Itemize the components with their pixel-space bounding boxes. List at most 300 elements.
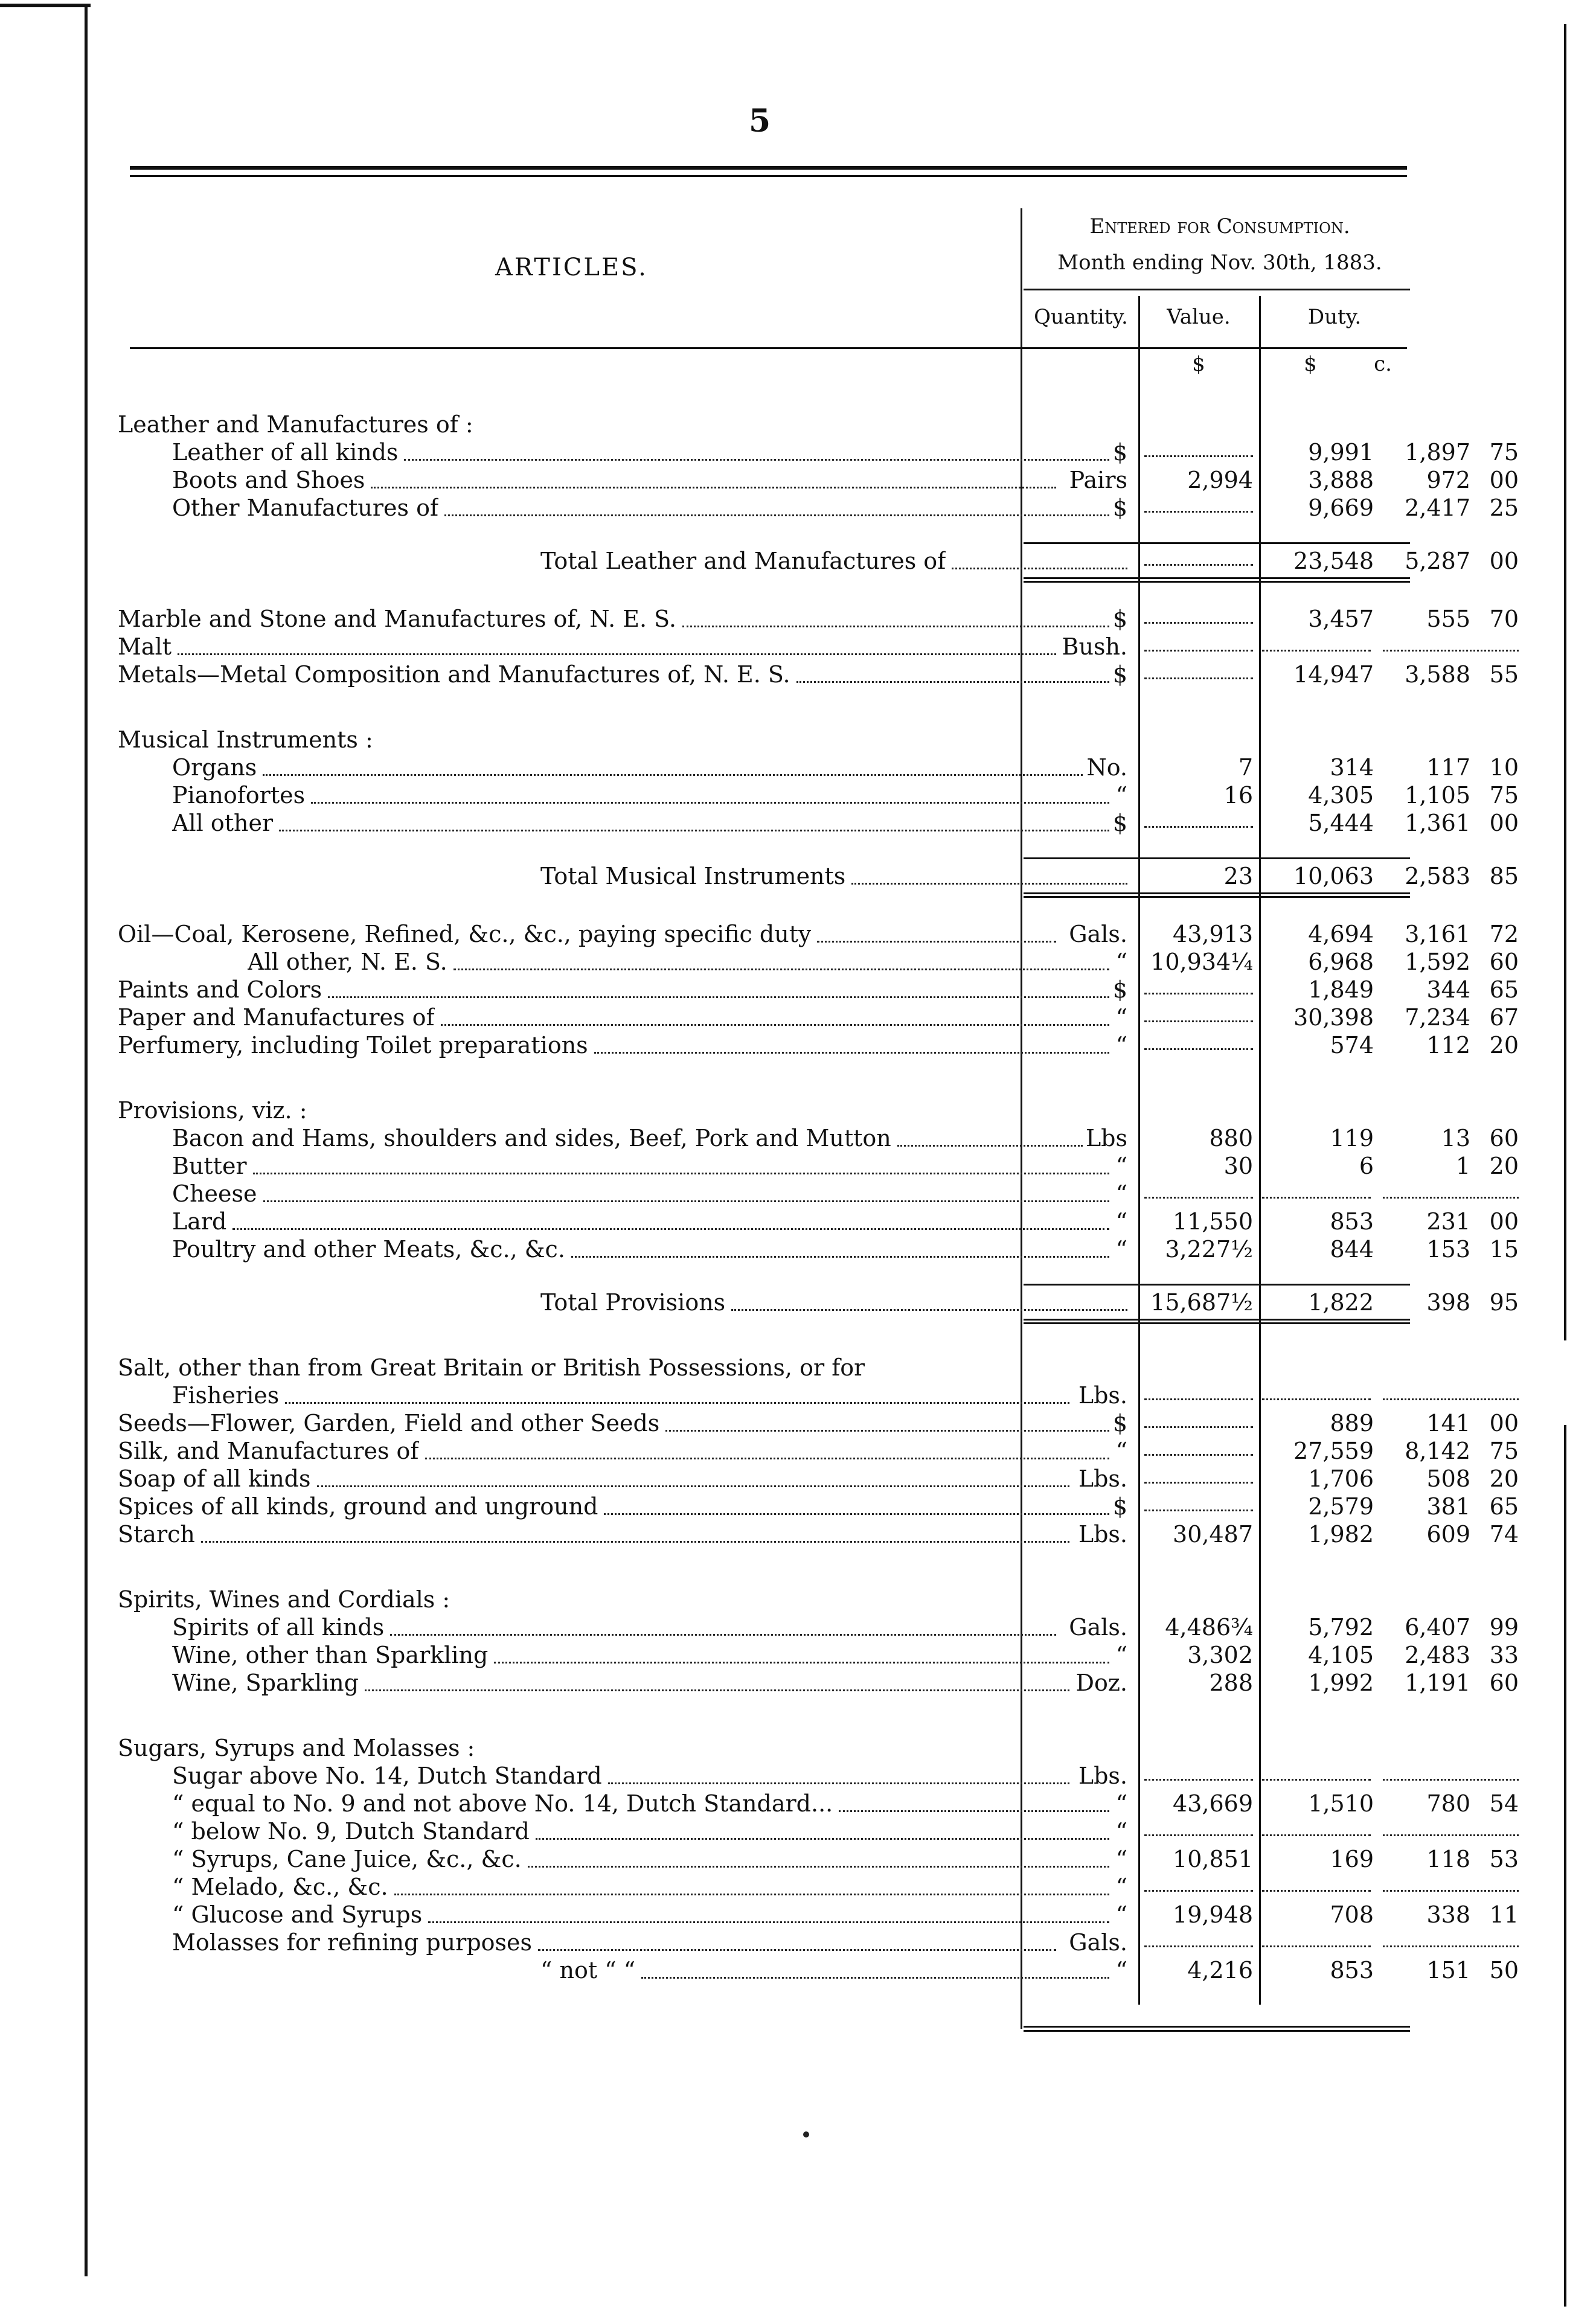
row-label: Total Provisions (540, 1289, 726, 1316)
duty-cents-cell: 11 (1489, 1901, 1519, 1928)
section-heading-row (118, 1586, 1410, 1613)
value-cell: 844 (1330, 1236, 1374, 1263)
duty-cents-cell: 65 (1489, 1493, 1519, 1520)
dot-leader (328, 996, 1109, 998)
dot-leader (608, 1782, 1069, 1784)
row-label: Metals—Metal Composition and Manufactures of, N. E. S. (118, 661, 790, 688)
dot-leader (538, 1949, 1056, 1951)
dot-leader (665, 1430, 1109, 1432)
duty-dollars-cell: 1,592 (1405, 949, 1470, 975)
quantity-cell-empty (1144, 1048, 1253, 1050)
row-unit: “ (1115, 1180, 1127, 1207)
duty-dollars-cell: 13 (1441, 1125, 1470, 1151)
duty-dollars-cell: 2,583 (1405, 863, 1470, 889)
value-cell: 1,992 (1308, 1670, 1374, 1696)
table-row (118, 809, 1519, 837)
row-unit: No. (1086, 754, 1127, 781)
dot-leader (232, 1228, 1109, 1230)
row-unit: Lbs. (1078, 1521, 1127, 1548)
duty-dollars-cell: 112 (1426, 1032, 1470, 1058)
quantity-cell-empty (1144, 677, 1253, 679)
value-cell: 853 (1330, 1208, 1374, 1235)
duty-cents-cell: 50 (1489, 1957, 1519, 1984)
row-label: Musical Instruments : (118, 726, 373, 753)
quantity-cell: 880 (1209, 1125, 1253, 1151)
quantity-cell-empty (1144, 1945, 1253, 1947)
duty-cents-cell: 75 (1489, 782, 1519, 808)
table-row (118, 1124, 1519, 1152)
table-row (118, 1901, 1519, 1929)
duty-dollars-cell: 1,105 (1405, 782, 1470, 808)
row-label: Leather of all kinds (172, 439, 399, 466)
row-label: Fisheries (172, 1382, 280, 1409)
row-label: Sugars, Syrups and Molasses : (118, 1735, 475, 1761)
row-label: Leather and Manufactures of : (118, 411, 473, 438)
row-label: Paper and Manufactures of (118, 1004, 435, 1031)
row-label: Bacon and Hams, shoulders and sides, Beef, Pork and Mutton (172, 1125, 891, 1151)
dot-leader (311, 802, 1109, 804)
row-unit: “ (1115, 1208, 1127, 1235)
row-unit: Doz. (1075, 1670, 1127, 1696)
header-subrule (1024, 289, 1410, 290)
duty-cents-cell: 95 (1489, 1289, 1519, 1316)
row-label: Spirits, Wines and Cordials : (118, 1586, 450, 1613)
duty-cents-cell: 65 (1489, 976, 1519, 1003)
dot-leader (444, 514, 1109, 516)
row-unit: $ (1112, 1493, 1127, 1520)
value-cell: 23,548 (1293, 548, 1374, 574)
table-row (118, 976, 1519, 1004)
row-unit: “ (1115, 782, 1127, 808)
duty-dollars-cell: 1,897 (1405, 439, 1470, 466)
dot-leader (453, 969, 1109, 970)
quantity-cell-empty (1144, 1020, 1253, 1022)
quantity-cell-empty (1144, 650, 1253, 652)
dot-leader (571, 1256, 1109, 1258)
header-rule-thin (130, 175, 1407, 177)
duty-cents-cell: 74 (1489, 1521, 1519, 1548)
row-unit: “ (1115, 1438, 1127, 1464)
dot-leader (365, 1689, 1069, 1691)
quantity-cell-empty (1144, 1482, 1253, 1484)
value-cell: 574 (1330, 1032, 1374, 1058)
total-rule (1024, 857, 1410, 859)
duty-dollar-unit: $ (1304, 352, 1317, 376)
duty-cents-cell: 99 (1489, 1614, 1519, 1641)
duty-dollars-cell: 2,417 (1405, 495, 1470, 521)
row-unit: “ (1115, 1790, 1127, 1817)
duty-cents-cell: 60 (1489, 949, 1519, 975)
dot-leader (536, 1838, 1109, 1840)
value-cell: 708 (1330, 1901, 1374, 1928)
dot-leader (317, 1485, 1069, 1487)
section-heading-row (118, 1734, 1410, 1762)
value-cell: 3,888 (1308, 467, 1374, 493)
total-rule (1024, 896, 1410, 898)
quantity-cell: 11,550 (1173, 1208, 1253, 1235)
dot-leader (263, 774, 1083, 776)
row-label: “ equal to No. 9 and not above No. 14, Dutch Standard... (172, 1790, 833, 1817)
duty-cents-cell: 54 (1489, 1790, 1519, 1817)
row-label: Cheese (172, 1180, 257, 1207)
row-unit: Gals. (1069, 1929, 1127, 1956)
header-bottom-rule (130, 347, 1407, 349)
duty-dollars-cell: 338 (1426, 1901, 1470, 1928)
value-cell: 4,105 (1308, 1642, 1374, 1668)
value-cell-empty (1262, 1834, 1371, 1836)
table-row (118, 1762, 1410, 1790)
row-label: Spirits of all kinds (172, 1614, 385, 1641)
dot-leader (604, 1513, 1109, 1515)
table-bottom-rule-2 (1024, 2030, 1410, 2032)
dot-leader (441, 1024, 1109, 1026)
value-cell: 1,706 (1308, 1465, 1374, 1492)
quantity-cell-empty (1144, 1834, 1253, 1836)
row-label: Perfumery, including Toilet preparations (118, 1032, 588, 1058)
table-row (118, 1409, 1519, 1437)
value-cell: 5,792 (1308, 1614, 1374, 1641)
duty-dollars-cell: 508 (1426, 1465, 1470, 1492)
quantity-cell-empty (1144, 826, 1253, 828)
dot-leader (817, 941, 1056, 943)
total-rule (1024, 577, 1410, 579)
duty-cents-cell: 10 (1489, 754, 1519, 781)
row-label: Molasses for refining purposes (172, 1929, 533, 1956)
quantity-cell-empty (1144, 455, 1253, 457)
table-row (118, 1817, 1410, 1845)
duty-cell-empty (1383, 1945, 1519, 1947)
table-row (118, 466, 1519, 494)
value-cell: 1,849 (1308, 976, 1374, 1003)
table-row (118, 1180, 1410, 1208)
value-cell: 3,457 (1308, 606, 1374, 632)
value-cell: 4,694 (1308, 921, 1374, 947)
total-rule (1024, 542, 1410, 544)
section-heading-row (118, 1354, 1410, 1382)
duty-cents-cell: 55 (1489, 661, 1519, 688)
quantity-cell-empty (1144, 1890, 1253, 1892)
value-cell: 10,063 (1293, 863, 1374, 889)
value-cell-empty (1262, 1779, 1371, 1781)
quantity-cell: 10,934¼ (1150, 949, 1253, 975)
total-rule (1024, 1284, 1410, 1286)
duty-dollars-cell: 1 (1455, 1153, 1470, 1179)
row-label: Other Manufactures of (172, 495, 439, 521)
row-label: Boots and Shoes (172, 467, 365, 493)
value-cell: 853 (1330, 1957, 1374, 1984)
duty-cents-cell: 20 (1489, 1153, 1519, 1179)
dot-leader (731, 1309, 1127, 1311)
row-label: “ Syrups, Cane Juice, &c., &c. (172, 1846, 522, 1872)
row-unit: “ (1115, 1032, 1127, 1058)
duty-dollars-cell: 1,361 (1405, 810, 1470, 836)
row-unit: “ (1115, 1236, 1127, 1263)
col-duty-header: Duty. (1307, 305, 1362, 329)
header-rule-thick (130, 166, 1407, 170)
row-label: Marble and Stone and Manufactures of, N. E. S. (118, 606, 676, 632)
row-label: Paints and Colors (118, 976, 322, 1003)
quantity-cell: 4,216 (1187, 1957, 1253, 1984)
duty-dollars-cell: 344 (1426, 976, 1470, 1003)
table-bottom-rule (1024, 2026, 1410, 2028)
row-unit: $ (1112, 439, 1127, 466)
duty-cell-empty (1383, 1398, 1519, 1400)
table-row (118, 1493, 1519, 1520)
dot-leader (682, 626, 1109, 627)
value-cell-empty (1262, 1945, 1371, 1947)
dot-leader (897, 1145, 1083, 1147)
duty-dollars-cell: 231 (1426, 1208, 1470, 1235)
row-label: “ Melado, &c., &c. (172, 1874, 388, 1900)
table-row (118, 1929, 1410, 1956)
col-quantity-header: Quantity. (1034, 305, 1128, 329)
duty-dollars-cell: 780 (1426, 1790, 1470, 1817)
duty-cents-cell: 00 (1489, 1208, 1519, 1235)
table-row (118, 948, 1519, 976)
duty-dollars-cell: 398 (1426, 1289, 1470, 1316)
total-row (118, 862, 1519, 890)
duty-dollars-cell: 7,234 (1405, 1004, 1470, 1031)
duty-dollars-cell: 5,287 (1405, 548, 1470, 574)
quantity-cell: 30 (1223, 1153, 1253, 1179)
row-unit: “ (1115, 1846, 1127, 1872)
table-row (118, 754, 1519, 781)
table-row (118, 1669, 1519, 1697)
row-unit: “ (1115, 1901, 1127, 1928)
table-row (118, 1873, 1410, 1901)
duty-dollars-cell: 381 (1426, 1493, 1470, 1520)
duty-cents-cell: 00 (1489, 1410, 1519, 1436)
duty-dollars-cell: 151 (1426, 1957, 1470, 1984)
total-rule (1024, 581, 1410, 583)
row-label: Total Musical Instruments (540, 863, 846, 889)
quantity-cell: 3,302 (1187, 1642, 1253, 1668)
duty-dollars-cell: 972 (1426, 467, 1470, 493)
quantity-cell: 43,913 (1173, 921, 1253, 947)
dot-leader (528, 1866, 1109, 1868)
quantity-cell: 16 (1223, 782, 1253, 808)
row-unit: “ (1115, 1153, 1127, 1179)
duty-cell-empty (1383, 1779, 1519, 1781)
quantity-cell: 10,851 (1173, 1846, 1253, 1872)
table-row (118, 1613, 1519, 1641)
quantity-cell-empty (1144, 1779, 1253, 1781)
row-unit: “ (1115, 1957, 1127, 1984)
duty-dollars-cell: 2,483 (1405, 1642, 1470, 1668)
duty-cents-cell: 00 (1489, 548, 1519, 574)
value-cell: 30,398 (1293, 1004, 1374, 1031)
duty-cell-empty (1383, 1890, 1519, 1892)
dot-leader (394, 1894, 1109, 1895)
frame-right-rule-lower (1564, 1425, 1566, 2307)
value-cell-empty (1262, 1197, 1371, 1199)
table-row (118, 1208, 1519, 1235)
value-cell: 14,947 (1293, 661, 1374, 688)
row-unit: Pairs (1069, 467, 1127, 493)
row-unit: Lbs (1085, 1125, 1127, 1151)
row-label: “ Glucose and Syrups (172, 1901, 423, 1928)
row-unit: Bush. (1062, 633, 1127, 660)
dot-leader (404, 459, 1109, 461)
table-row (118, 661, 1519, 688)
row-label: Pianofortes (172, 782, 306, 808)
dot-leader (263, 1200, 1109, 1202)
value-cell: 1,822 (1308, 1289, 1374, 1316)
dot-leader (285, 1402, 1069, 1404)
section-heading-row (118, 411, 1410, 438)
duty-cents-cell: 00 (1489, 467, 1519, 493)
value-cell-empty (1262, 650, 1371, 652)
duty-cell-empty (1383, 650, 1519, 652)
duty-dollars-cell: 555 (1426, 606, 1470, 632)
duty-dollars-cell: 6,407 (1405, 1614, 1470, 1641)
quantity-cell: 15,687½ (1150, 1289, 1253, 1316)
row-label: Total Leather and Manufactures of (540, 548, 946, 574)
quantity-cell-empty (1144, 1454, 1253, 1456)
total-row (118, 1289, 1519, 1316)
duty-cents-cell: 25 (1489, 495, 1519, 521)
dot-leader (641, 1977, 1109, 1979)
duty-cents-cell: 20 (1489, 1465, 1519, 1492)
row-unit: “ (1115, 1642, 1127, 1668)
row-unit: $ (1112, 810, 1127, 836)
row-unit: $ (1112, 1410, 1127, 1436)
value-cell: 9,991 (1308, 439, 1374, 466)
value-cell: 169 (1330, 1846, 1374, 1872)
row-label: “ not “ “ (540, 1957, 636, 1984)
duty-cents-cell: 85 (1489, 863, 1519, 889)
row-label: All other, N. E. S. (248, 949, 447, 975)
quantity-cell-empty (1144, 1510, 1253, 1511)
dot-leader (425, 1458, 1109, 1459)
dot-leader (178, 653, 1056, 655)
dot-leader (201, 1541, 1069, 1543)
total-rule (1024, 892, 1410, 894)
value-cell: 1,982 (1308, 1521, 1374, 1548)
duty-cell-empty (1383, 1197, 1519, 1199)
row-label: Lard (172, 1208, 227, 1235)
total-row (118, 547, 1519, 575)
row-label: Silk, and Manufactures of (118, 1438, 419, 1464)
table-row (118, 1845, 1519, 1873)
section-heading-row (118, 726, 1410, 754)
row-label: Malt (118, 633, 171, 660)
quantity-cell: 19,948 (1173, 1901, 1253, 1928)
table-row (118, 1031, 1519, 1059)
duty-dollars-cell: 1,191 (1405, 1670, 1470, 1696)
value-cell-empty (1262, 1398, 1371, 1400)
table-row (118, 1235, 1519, 1263)
articles-heading: ARTICLES. (495, 254, 648, 281)
row-label: Organs (172, 754, 257, 781)
row-unit: $ (1112, 976, 1127, 1003)
dot-leader (279, 830, 1109, 831)
row-label: Butter (172, 1153, 247, 1179)
row-label: Wine, other than Sparkling (172, 1642, 489, 1668)
quantity-cell-empty (1144, 1197, 1253, 1199)
duty-dollars-cell: 609 (1426, 1521, 1470, 1548)
row-unit: $ (1112, 606, 1127, 632)
quantity-cell-empty (1144, 1426, 1253, 1428)
value-cell: 9,669 (1308, 495, 1374, 521)
dot-leader (594, 1052, 1109, 1054)
quantity-cell-empty (1144, 564, 1253, 566)
quantity-cell: 30,487 (1173, 1521, 1253, 1548)
total-rule (1024, 1322, 1410, 1324)
table-row (118, 1437, 1519, 1465)
quantity-cell-empty (1144, 1398, 1253, 1400)
row-label: Oil—Coal, Kerosene, Refined, &c., &c., paying specific duty (118, 921, 812, 947)
duty-cents-cell: 75 (1489, 439, 1519, 466)
quantity-cell: 7 (1238, 754, 1253, 781)
value-cell: 4,305 (1308, 782, 1374, 808)
quantity-cell: 3,227½ (1165, 1236, 1253, 1263)
row-label: All other (172, 810, 274, 836)
page-number: 5 (749, 103, 771, 139)
quantity-cell: 4,486¾ (1165, 1614, 1253, 1641)
col-value-header: Value. (1167, 305, 1231, 329)
duty-dollars-cell: 8,142 (1405, 1438, 1470, 1464)
table-row (118, 605, 1519, 633)
table-row (118, 494, 1519, 522)
row-unit: “ (1115, 1818, 1127, 1845)
duty-cents-cell: 60 (1489, 1670, 1519, 1696)
row-unit: $ (1112, 495, 1127, 521)
duty-cents-cell: 00 (1489, 810, 1519, 836)
table-row (118, 781, 1519, 809)
duty-cell-empty (1383, 1834, 1519, 1836)
row-label: “ below No. 9, Dutch Standard (172, 1818, 530, 1845)
duty-cents-cell: 53 (1489, 1846, 1519, 1872)
duty-cents-cell: 75 (1489, 1438, 1519, 1464)
frame-left-rule (85, 6, 88, 2276)
quantity-cell-empty (1144, 622, 1253, 624)
value-cell-empty (1262, 1890, 1371, 1892)
frame-right-rule (1564, 24, 1566, 1340)
row-unit: $ (1112, 661, 1127, 688)
duty-dollars-cell: 117 (1426, 754, 1470, 781)
quantity-cell: 43,669 (1173, 1790, 1253, 1817)
duty-dollars-cell: 141 (1426, 1410, 1470, 1436)
table-row (118, 633, 1410, 661)
row-label: Seeds—Flower, Garden, Field and other Seeds (118, 1410, 660, 1436)
value-unit: $ (1192, 352, 1205, 376)
dot-leader (952, 568, 1127, 569)
duty-cents-cell: 72 (1489, 921, 1519, 947)
table-row (118, 1382, 1410, 1409)
row-label: Salt, other than from Great Britain or British Possessions, or for (118, 1354, 865, 1381)
value-cell: 1,510 (1308, 1790, 1374, 1817)
value-cell: 889 (1330, 1410, 1374, 1436)
quantity-cell-empty (1144, 993, 1253, 994)
row-unit: Gals. (1069, 921, 1127, 947)
dot-leader (253, 1173, 1109, 1174)
quantity-cell-empty (1144, 511, 1253, 513)
row-label: Starch (118, 1521, 195, 1548)
table-row (118, 1465, 1519, 1493)
entered-for-consumption-heading: Entered for Consumption. (1089, 214, 1350, 239)
row-label: Soap of all kinds (118, 1465, 311, 1492)
duty-cents-cell: 67 (1489, 1004, 1519, 1031)
section-heading-row (118, 1097, 1410, 1124)
month-ending-heading: Month ending Nov. 30th, 1883. (1057, 251, 1382, 275)
duty-cents-cell: 33 (1489, 1642, 1519, 1668)
value-cell: 314 (1330, 754, 1374, 781)
value-cell: 5,444 (1308, 810, 1374, 836)
value-cell: 119 (1330, 1125, 1374, 1151)
row-label: Spices of all kinds, ground and unground (118, 1493, 598, 1520)
table-row (118, 920, 1519, 948)
